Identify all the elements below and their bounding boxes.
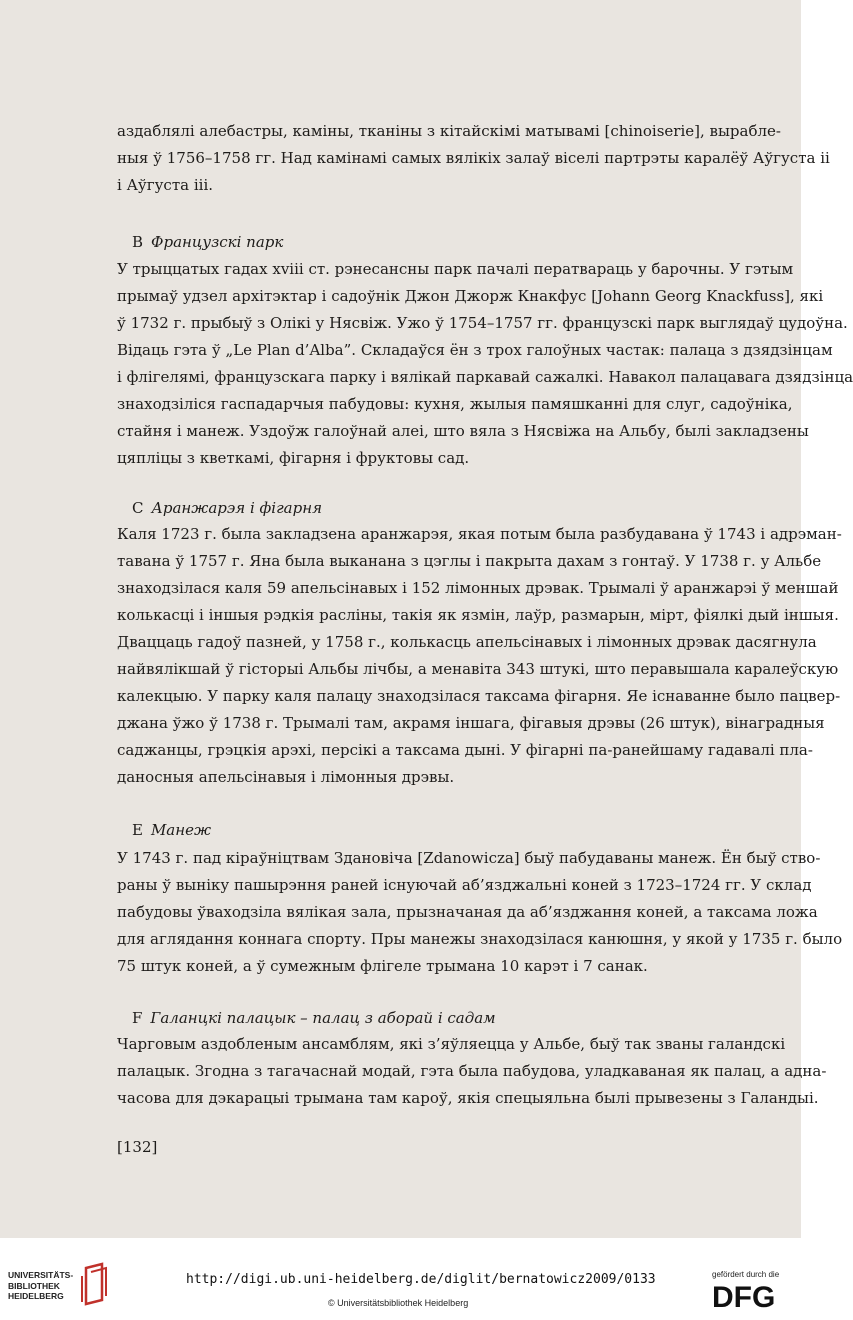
text-line: Дваццаць гадоў пазней, у 1758 г., колькасць апельсінавых і лімонных дрэвак дасягнула (117, 633, 817, 651)
text-line: Чарговым аздобленым ансамблям, які з’яўляецца у Альбе, быў так званы галандскі (117, 1035, 786, 1053)
library-logo-icon (80, 1262, 112, 1306)
section-body-f (117, 1031, 827, 1112)
funder-label: gefördert durch die (712, 1270, 780, 1279)
text-line: стайня і манеж. Уздоўж галоўнай алеі, што вяла з Нясвіжа на Альбу, былі закладзены (117, 422, 809, 440)
text-line: цяпліцы з кветкамі, фігарня і фруктовы сад. (117, 449, 470, 467)
text-line: ныя ў 1756–1758 гг. Над камінамі самых вялікіх залаў віселі партрэты каралёў Аўгуста ii (117, 149, 830, 167)
text-line: 75 штук коней, а ў сумежным флігеле трымана 10 карэт і 7 санак. (117, 957, 648, 975)
document-url-link[interactable]: http://digi.ub.uni-heidelberg.de/diglit/bernatowicz2009/0133 (186, 1272, 656, 1287)
copyright-notice: © Universitätsbibliothek Heidelberg (328, 1298, 469, 1308)
dfg-logo-text: DFG (712, 1281, 776, 1314)
section-body-c (117, 521, 842, 791)
section-body-b (117, 256, 853, 472)
section-heading-e (132, 817, 211, 844)
section-heading-b (132, 229, 283, 256)
logo-line: HEIDELBERG (8, 1291, 64, 1301)
text-line: і Аўгуста iii. (117, 176, 214, 194)
section-heading-c (132, 495, 322, 522)
text-line: тавана ў 1757 г. Яна была выканана з цэглы і пакрыта дахам з гонтаў. У 1738 г. у Альбе (117, 552, 822, 570)
section-letter: F (132, 1009, 143, 1027)
text-line: У трыццатых гадах xviii ст. рэнесансны парк пачалі ператвараць у барочны. У гэтым (117, 260, 794, 278)
text-line: калекцыю. У парку каля палацу знаходзілася таксама фігарня. Яе існаванне было пацвер- (117, 687, 841, 705)
section-title: Французскі парк (151, 233, 284, 251)
text-line: найвялікшай ў гісторыі Альбы лічбы, а менавіта 343 штукі, што перавышала каралеўскую (117, 660, 839, 678)
text-line: Відаць гэта ў „Le Plan d’Alba”. Складаўся ён з трох галоўных частак: палаца з дзядзінцам (117, 341, 833, 359)
logo-line: UNIVERSITÄTS- (8, 1270, 74, 1280)
dfg-logo-icon (712, 1280, 792, 1314)
text-line: пабудовы ўваходзіла вялікая зала, прызначаная да аб’язджання коней, а таксама ложа (117, 903, 818, 921)
text-line: джана ўжо ў 1738 г. Трымалі там, акрамя іншага, фігавыя дрэвы (26 штук), вінаградныя (117, 714, 825, 732)
text-line: раны ў выніку пашырэння раней існуючай аб’язджальні коней з 1723–1724 гг. У склад (117, 876, 812, 894)
text-line: знаходзіліся гаспадарчыя пабудовы: кухня, жылыя памяшканні для слуг, садоўніка, (117, 395, 793, 413)
text-line: часова для дэкарацыі трымана там кароў, якія спецыяльна былі прывезены з Галандыі. (117, 1089, 819, 1107)
section-title: Манеж (150, 821, 212, 839)
text-line: палацык. Згодна з тагачаснай модай, гэта была пабудова, уладкаваная як палац, а адна- (117, 1062, 827, 1080)
text-line: для аглядання коннага спорту. Пры манежы знаходзілася канюшня, у якой у 1735 г. было (117, 930, 843, 948)
section-letter: C (132, 499, 144, 517)
section-letter: B (132, 233, 144, 251)
page-number: [132] (117, 1138, 158, 1156)
section-heading-f (132, 1005, 496, 1032)
text-line: саджанцы, грэцкія арэхі, персікі а таксама дыні. У фігарні па-ранейшаму гадавалі пла- (117, 741, 813, 759)
text-line: колькасці і іншыя рэдкія расліны, такія як язмін, лаўр, размарын, мірт, фіялкі дый іншыя. (117, 606, 839, 624)
intro-paragraph (117, 118, 830, 199)
text-line: прымаў удзел архітэктар і садоўнік Джон Джорж Кнакфус [Johann Georg Knackfuss], які (117, 287, 824, 305)
text-line: знаходзілася каля 59 апельсінавых і 152 лімонных дрэвак. Трымалі ў аранжарэі ў меншай (117, 579, 839, 597)
text-line: даносныя апельсінавыя і лімонныя дрэвы. (117, 768, 455, 786)
section-title: Галанцкі палацык – палац з аборай і садам (150, 1009, 496, 1027)
text-line: ў 1732 г. прыбыў з Олікі у Нясвіж. Ужо ў 1754–1757 гг. французскі парк выглядаў цудоўна. (117, 314, 848, 332)
logo-line: BIBLIOTHEK (8, 1280, 60, 1291)
text-line: Каля 1723 г. была закладзена аранжарэя, якая потым была разбудавана ў 1743 і адрэман- (117, 525, 842, 543)
section-title: Аранжарэя і фігарня (151, 499, 323, 517)
section-letter: E (132, 821, 143, 839)
text-line: і флігелямі, французскага парку і вялікай паркавай сажалкі. Навакол палацавага дзядзінца (117, 368, 853, 386)
text-line: У 1743 г. пад кіраўніцтвам Здановіча [Zdanowicza] быў пабудаваны манеж. Ён быў ство- (117, 849, 821, 867)
text-line: аздаблялі алебастры, каміны, тканіны з кітайскімі матывамі [chinoiserie], вырабле- (117, 122, 781, 140)
section-body-e (117, 845, 843, 980)
